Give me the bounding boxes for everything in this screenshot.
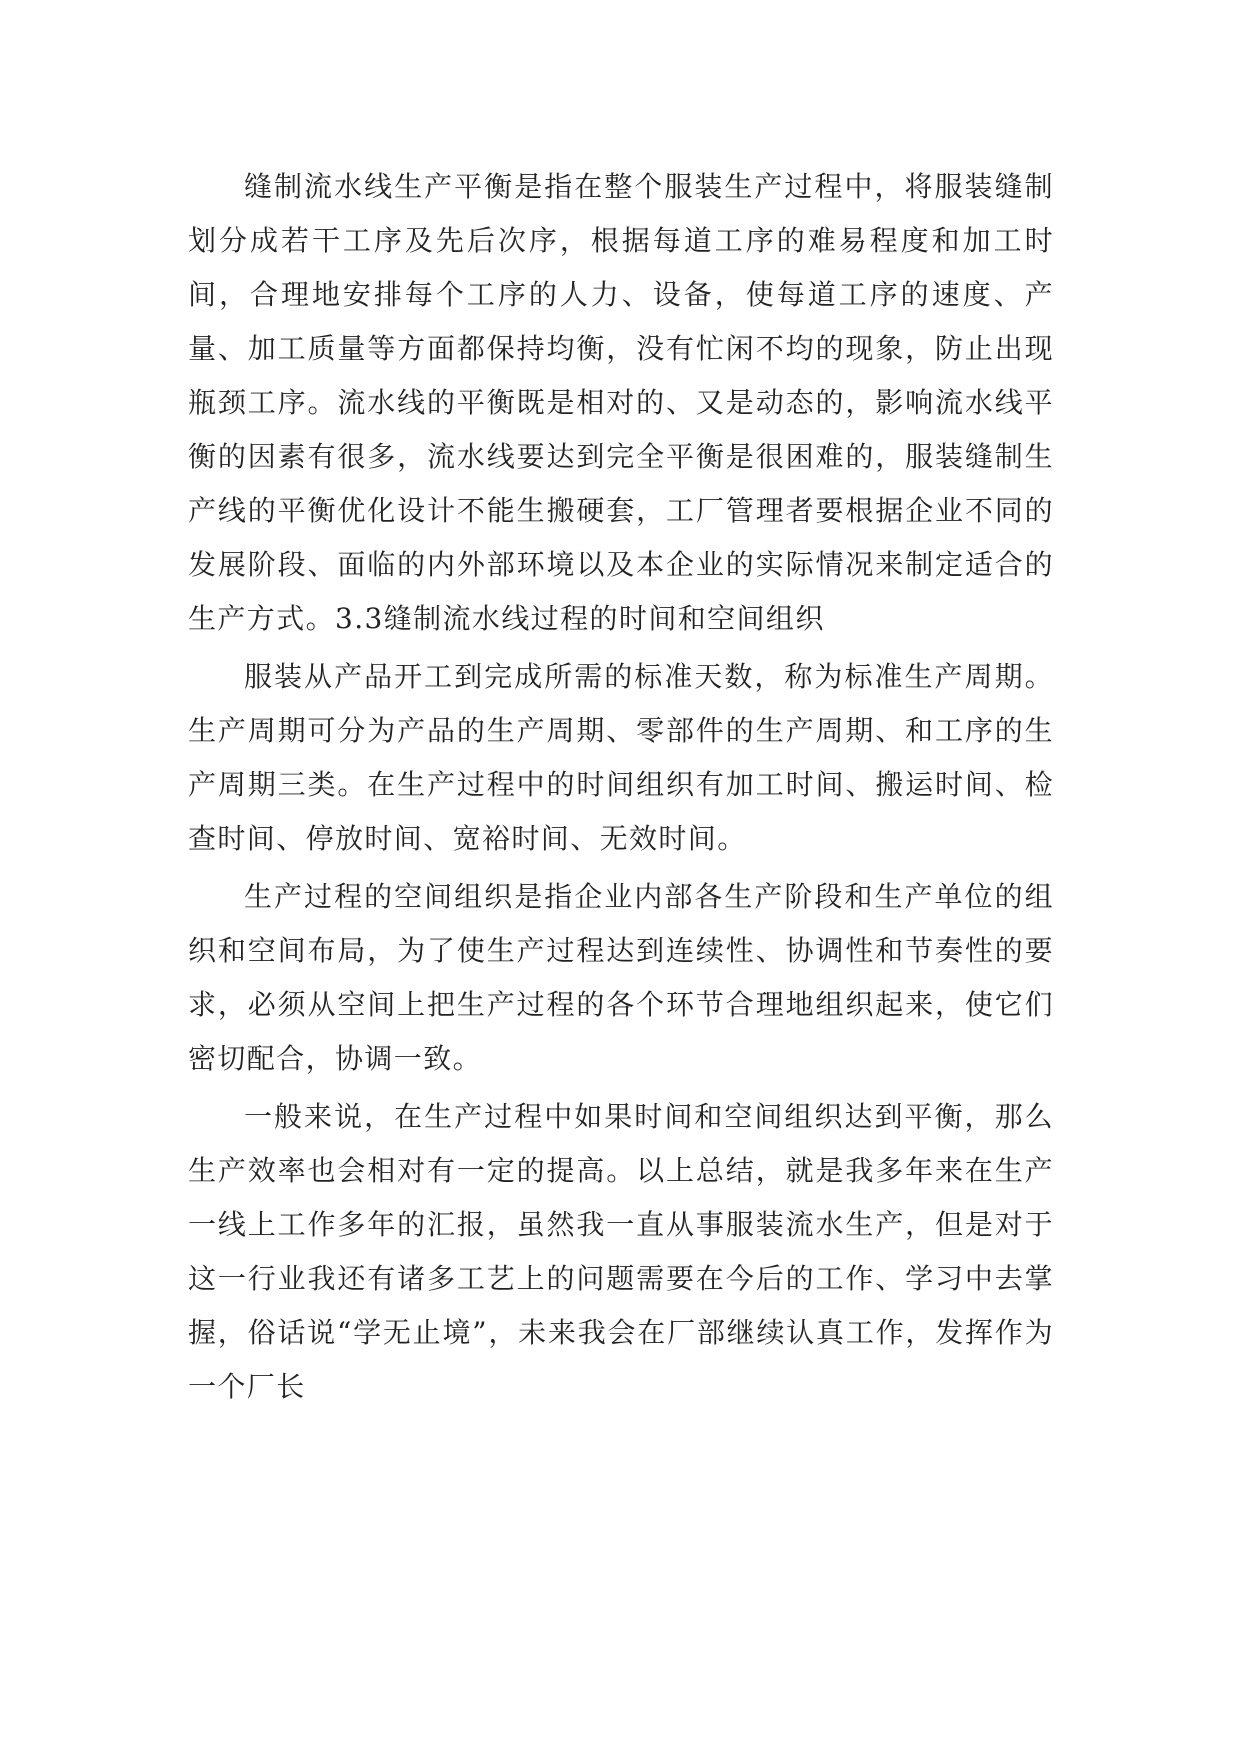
paragraph-summary: 一般来说，在生产过程中如果时间和空间组织达到平衡，那么生产效率也会相对有一定的提高。以上总结，就是我多年来在生产一线上工作多年的汇报，虽然我一直从事服装流水生产，但是对于这一行业我还有诸多工艺上的问题需要在今后的工作、学习中去掌握，俗话说“学无止境”，未来我会在厂部继续认真工作，发挥作为一个厂长: [188, 1100, 1054, 1403]
paragraph-spatial-organization: 生产过程的空间组织是指企业内部各生产阶段和生产单位的组织和空间布局，为了使生产过程达到连续性、协调性和节奏性的要求，必须从空间上把生产过程的各个环节合理地组织起来，使它们密切配合，协调一致。: [188, 880, 1054, 1075]
paragraph-production-balance: 缝制流水线生产平衡是指在整个服装生产过程中，将服装缝制划分成若干工序及先后次序，根据每道工序的难易程度和加工时间，合理地安排每个工序的人力、设备，使每道工序的速度、产量、加工质量等方面都保持均衡，没有忙闲不均的现象，防止出现瓶颈工序。流水线的平衡既是相对的、又是动态的，影响流水线平衡的因素有很多，流水线要达到完全平衡是很困难的，服装缝制生产线的平衡优化设计不能生搬硬套，工厂管理者要根据企业不同的发展阶段、面临的内外部环境以及本企业的实际情况来制定适合的生产方式。3.3缝制流水线过程的时间和空间组织: [188, 170, 1054, 635]
paragraph-production-cycle: 服装从产品开工到完成所需的标准天数，称为标准生产周期。生产周期可分为产品的生产周期、零部件的生产周期、和工序的生产周期三类。在生产过程中的时间组织有加工时间、搬运时间、检查时间、停放时间、宽裕时间、无效时间。: [188, 660, 1054, 855]
document-body: [188, 160, 1054, 1414]
